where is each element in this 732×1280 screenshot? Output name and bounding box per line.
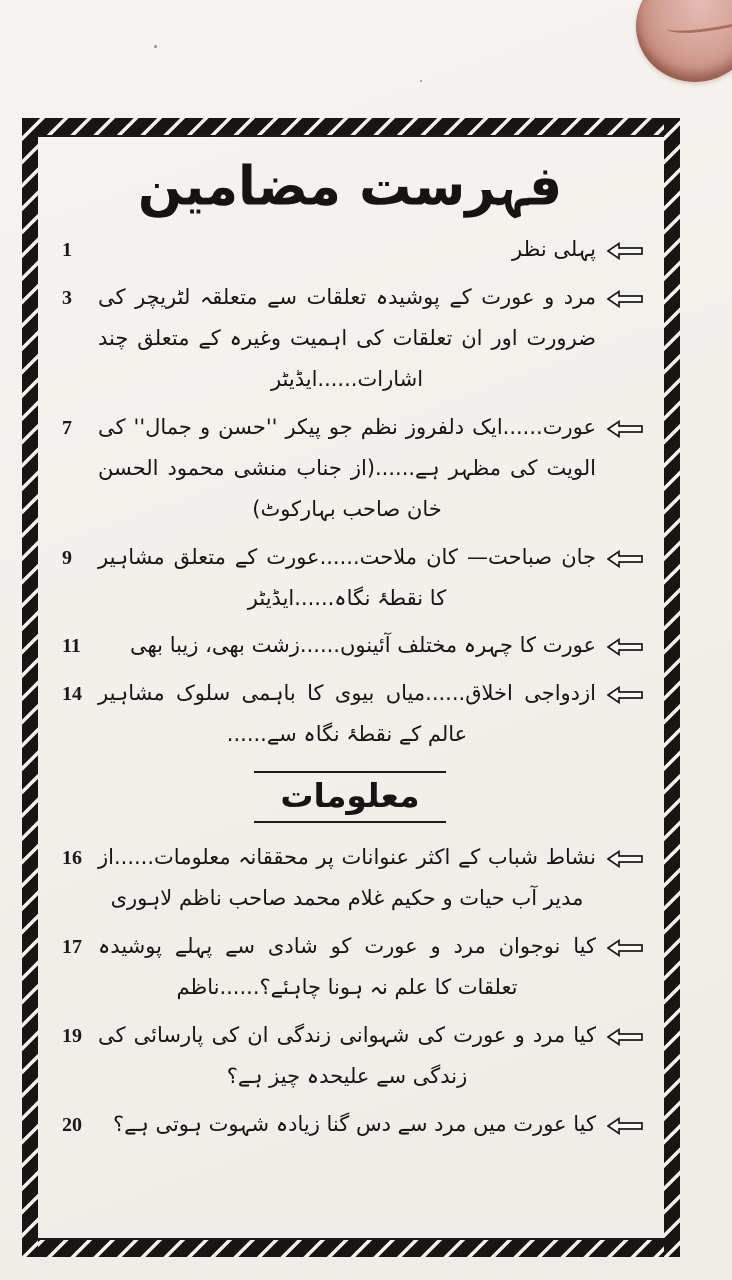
entry-title: کیا عورت میں مرد سے دس گنا زیادہ شہوت ہوتی ہے؟: [113, 1111, 596, 1136]
page-number: 3: [62, 286, 72, 309]
page-number: 20: [62, 1113, 82, 1136]
page-number: 19: [62, 1025, 82, 1047]
entry-title: عورت کا چہرہ مختلف آئینوں......زشت بھی، زیبا بھی: [129, 633, 596, 658]
finger-crease: [665, 8, 732, 37]
border-band-bottom: [22, 1240, 680, 1257]
left-arrow-icon: [596, 277, 654, 308]
left-arrow-icon: [596, 1015, 654, 1046]
toc-entry: [46, 1104, 654, 1145]
section-heading-text: معلومات: [254, 771, 445, 823]
page-number: 11: [62, 635, 81, 658]
entry-title: جان صباحت— کان ملاحت......عورت کے متعلق مشاہیر کا نقطۂ نگاہ......ایڈیٹر: [98, 544, 596, 610]
left-arrow-icon: [596, 537, 654, 568]
page-content: [38, 135, 664, 1240]
paper-speck: [154, 45, 157, 48]
entry-title: کیا نوجوان مرد و عورت کو شادی سے پہلے پوشیدہ تعلقات کا علم نہ ہونا چاہئے؟......ناظم: [98, 934, 596, 1000]
toc-entry: [46, 277, 654, 400]
fingertip-photo-artifact: [636, 0, 732, 82]
page-number: 17: [62, 936, 82, 959]
decorative-border-frame: [22, 118, 680, 1257]
paper-speck: [420, 80, 422, 82]
left-arrow-icon: [596, 837, 654, 868]
left-arrow-icon: [596, 1104, 654, 1135]
toc-entry: [46, 926, 654, 1008]
toc-entry: [46, 407, 654, 530]
entry-title: عورت......ایک دلفروز نظم جو پیکر ''حسن و جمال'' کی الویت کی مظہر ہے......(از جناب منشی محمود الحسن خان صاحب بہارکوٹ): [98, 414, 596, 521]
border-band-top: [22, 118, 680, 135]
page-title: فہرست مضامین: [137, 155, 563, 219]
toc-entry: [46, 229, 654, 270]
left-arrow-icon: [596, 625, 654, 656]
entry-title: مرد و عورت کے پوشیدہ تعلقات سے متعلقہ لٹریچر کی ضرورت اور ان تعلقات کی اہمیت وغیرہ کے متعلق چند اشارات......ایڈیٹر: [98, 284, 596, 391]
left-arrow-icon: [596, 229, 654, 260]
entry-title: پہلی نظر: [512, 237, 596, 261]
entry-title: کیا مرد و عورت کی شہوانی زندگی ان کی پارسائی کی زندگی سے علیحدہ چیز ہے؟: [98, 1023, 596, 1088]
page-number: 9: [62, 546, 72, 569]
page-number: 14: [62, 683, 82, 706]
toc-entry: [46, 1015, 654, 1097]
entry-title: نشاط شباب کے اکثر عنوانات پر محققانہ معلومات......از مدیر آب حیات و حکیم غلام محمد صاحب ناظم لاہوری: [98, 845, 596, 911]
entry-title: ازدواجی اخلاق......میاں بیوی کا باہمی سلوک مشاہیر عالم کے نقطۂ نگاہ سے......: [98, 681, 596, 747]
left-arrow-icon: [596, 673, 654, 704]
toc-entry: [46, 673, 654, 755]
section-heading: [46, 771, 654, 823]
page-number: 16: [62, 847, 82, 870]
toc-entry: [46, 537, 654, 619]
border-band-left: [22, 118, 38, 1257]
toc-entry: [46, 837, 654, 919]
toc-entry: [46, 625, 654, 666]
page-number: 1: [62, 239, 72, 261]
border-band-right: [664, 118, 680, 1257]
page-number: 7: [62, 416, 72, 439]
left-arrow-icon: [596, 407, 654, 438]
left-arrow-icon: [596, 926, 654, 957]
